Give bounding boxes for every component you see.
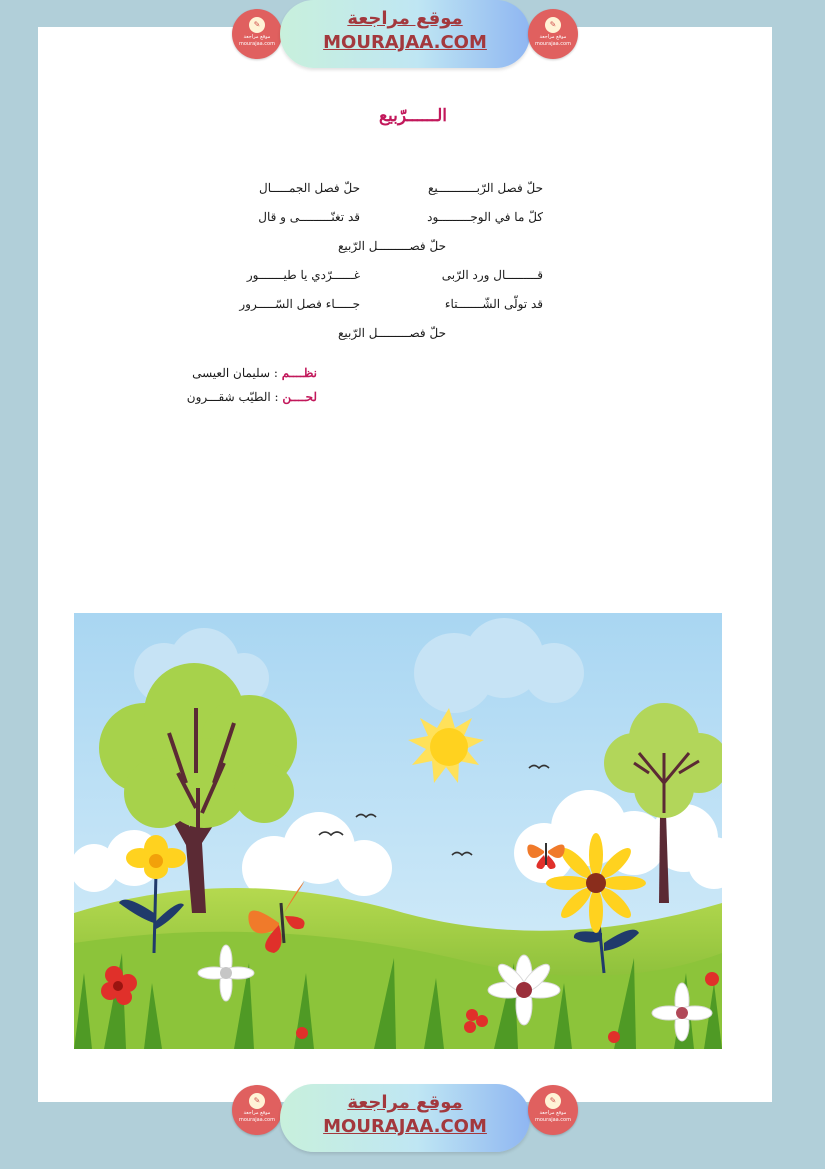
logo-label-en: mourajaa.com — [238, 1117, 275, 1123]
logo-label-en: mourajaa.com — [238, 41, 275, 47]
credit-separator: : — [270, 366, 278, 380]
poem-title: الــــــرّبيع — [378, 106, 448, 126]
site-name-ar[interactable]: موقع مراجعة — [347, 8, 463, 29]
verse-3-left: غــــــرّدي يا طيـــــــور — [246, 268, 360, 282]
site-logo-left[interactable] — [232, 9, 282, 59]
book-icon: ✎ — [545, 1093, 561, 1109]
book-icon: ✎ — [249, 1093, 265, 1109]
site-link-pill[interactable] — [280, 1084, 530, 1152]
verse-3-right: قـــــــــال ورد الرّبى — [441, 268, 543, 282]
verse-2-right: كلّ ما في الوجـــــــــود — [427, 210, 543, 224]
book-icon: ✎ — [249, 17, 265, 33]
logo-label-ar: موقع مراجعة — [243, 1110, 271, 1116]
verse-1-left: حلّ فصل الجمـــــال — [259, 181, 360, 195]
logo-label-en: mourajaa.com — [534, 41, 571, 47]
site-url[interactable]: MOURAJAA.COM — [323, 1116, 487, 1137]
site-url[interactable]: MOURAJAA.COM — [323, 32, 487, 53]
credit-music-label: لحــــن — [282, 390, 317, 404]
verse-2-left: قد تغنّـــــــــى و قال — [258, 210, 360, 224]
verse-4-right: قد تولّى الشّـــــــتاء — [444, 297, 543, 311]
credit-lyrics-label: نظــــم — [281, 366, 317, 380]
site-link-pill[interactable] — [280, 0, 530, 68]
logo-label-ar: موقع مراجعة — [243, 34, 271, 40]
site-logo-right[interactable] — [528, 1085, 578, 1135]
site-banner-bottom[interactable] — [232, 1082, 578, 1154]
site-logo-left[interactable] — [232, 1085, 282, 1135]
site-logo-right[interactable] — [528, 9, 578, 59]
refrain-2: حلّ فصـــــــــل الرّبيع — [338, 326, 446, 340]
site-name-ar[interactable]: موقع مراجعة — [347, 1092, 463, 1113]
book-icon: ✎ — [545, 17, 561, 33]
verse-1-right: حلّ فصل الرّبـــــــــــيع — [428, 181, 543, 195]
logo-label-ar: موقع مراجعة — [539, 34, 567, 40]
credit-separator: : — [270, 390, 279, 404]
credit-lyrics-value: سليمان العيسى — [192, 366, 271, 380]
credit-music-value: الطيّب شقـــرون — [186, 390, 271, 404]
credit-lyrics — [192, 362, 317, 384]
refrain-1: حلّ فصـــــــــل الرّبيع — [338, 239, 446, 253]
site-banner-top[interactable] — [232, 0, 578, 72]
spring-landscape-illustration — [74, 613, 722, 1049]
logo-label-ar: موقع مراجعة — [539, 1110, 567, 1116]
logo-label-en: mourajaa.com — [534, 1117, 571, 1123]
verse-4-left: جـــــاء فصل السّـــــرور — [239, 297, 360, 311]
credit-music — [187, 386, 317, 408]
